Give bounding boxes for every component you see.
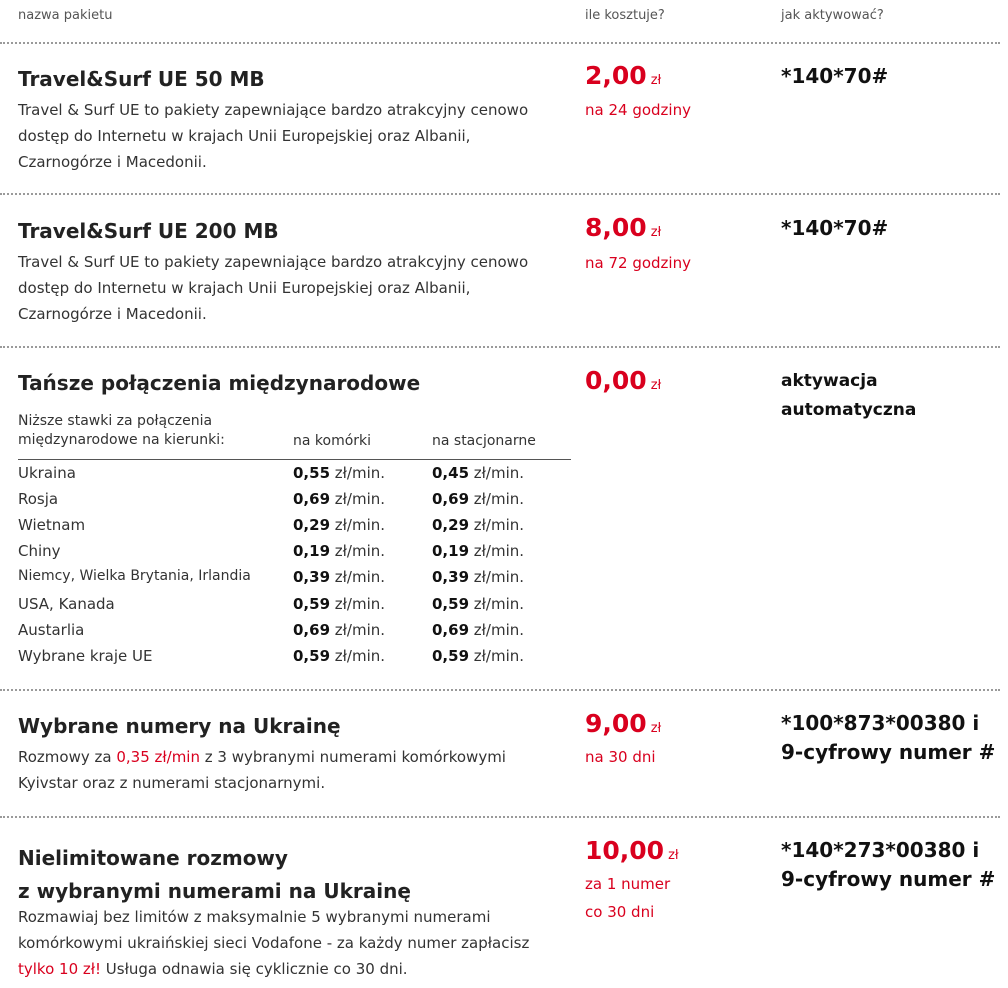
table-row	[18, 568, 578, 594]
activation-info	[781, 367, 916, 425]
rate-country: Niemcy, Wielka Brytania, Irlandia	[18, 568, 251, 584]
activation-code	[781, 836, 995, 894]
rates-column-landline: na stacjonarne	[432, 433, 536, 449]
rate-unit: zł/min.	[473, 568, 525, 586]
column-header-price: ile kosztuje?	[585, 8, 665, 23]
rate-country: Ukraina	[18, 464, 76, 482]
rate-mobile	[293, 542, 385, 560]
activation-line: automatyczna	[781, 400, 917, 420]
rate-unit: zł/min.	[334, 464, 386, 482]
rate-unit: zł/min.	[334, 516, 386, 534]
rate-value: 0,69	[432, 621, 470, 639]
package-price	[585, 61, 661, 90]
rate-mobile	[293, 621, 385, 639]
rate-unit: zł/min.	[334, 647, 386, 665]
rate-mobile	[293, 464, 385, 482]
price-period: na 24 godziny	[585, 101, 691, 119]
package-title: Wybrane numery na Ukrainę	[18, 714, 341, 738]
rate-mobile	[293, 490, 385, 508]
rate-value: 0,19	[293, 542, 331, 560]
activation-code-line: *100*873*00380 i	[781, 711, 980, 735]
package-title: Travel&Surf UE 50 MB	[18, 67, 265, 91]
activation-code-line: 9-cyfrowy numer #	[781, 867, 996, 891]
price-value: 10,00	[585, 836, 665, 865]
description-text: Rozmawiaj bez limitów z maksymalnie 5 wybranymi numerami komórkowymi ukraińskiej sieci Vodafone - za każdy numer zapłacisz	[18, 908, 530, 952]
rate-unit: zł/min.	[334, 621, 386, 639]
activation-line: aktywacja	[781, 371, 878, 391]
rate-unit: zł/min.	[473, 464, 525, 482]
rate-landline	[432, 490, 524, 508]
rate-unit: zł/min.	[473, 542, 525, 560]
row-divider	[0, 689, 1000, 691]
price-period-line: co 30 dni	[585, 903, 655, 921]
rate-mobile	[293, 568, 385, 586]
package-price	[585, 213, 661, 242]
price-value: 9,00	[585, 709, 647, 738]
package-title-line: z wybranymi numerami na Ukrainę	[18, 879, 411, 903]
package-price	[585, 366, 661, 395]
rate-value: 0,69	[432, 490, 470, 508]
rate-country: Chiny	[18, 542, 61, 560]
package-description	[18, 744, 558, 796]
table-row	[18, 621, 578, 647]
package-title-line: Nielimitowane rozmowy	[18, 846, 288, 870]
package-description: Travel & Surf UE to pakiety zapewniające bardzo atrakcyjny cenowo dostęp do Internetu w krajach Unii Europejskiej oraz Albanii, Czarnogórze i Macedonii.	[18, 101, 529, 171]
price-value: 2,00	[585, 61, 647, 90]
price-currency: zł	[668, 848, 679, 863]
rate-value: 0,59	[293, 647, 331, 665]
activation-code: *140*70#	[781, 216, 889, 240]
rate-landline	[432, 542, 524, 560]
rate-landline	[432, 464, 524, 482]
rate-country: Rosja	[18, 490, 59, 508]
price-period	[585, 870, 670, 926]
row-divider	[0, 42, 1000, 44]
rate-value: 0,39	[432, 568, 470, 586]
rate-landline	[432, 621, 524, 639]
row-divider	[0, 816, 1000, 818]
price-period: na 72 godziny	[585, 254, 691, 272]
rate-country: Austarlia	[18, 621, 85, 639]
rate-value: 0,69	[293, 621, 331, 639]
rate-value: 0,59	[432, 647, 470, 665]
package-title: Travel&Surf UE 200 MB	[18, 219, 279, 243]
rates-column-mobile: na komórki	[293, 433, 372, 449]
rate-landline	[432, 647, 524, 665]
table-row	[18, 647, 578, 673]
package-price	[585, 836, 679, 865]
price-value: 8,00	[585, 213, 647, 242]
table-row	[18, 542, 578, 568]
price-period-line: za 1 numer	[585, 875, 671, 893]
rates-table-header: Niższe stawki za połączenia międzynarodowe na kierunki:	[18, 413, 225, 448]
table-row	[18, 516, 578, 542]
package-description: Travel & Surf UE to pakiety zapewniające bardzo atrakcyjny cenowo dostęp do Internetu w krajach Unii Europejskiej oraz Albanii, Czarnogórze i Macedonii.	[18, 253, 529, 323]
price-value: 0,00	[585, 366, 647, 395]
description-text: z 3 wybranymi numerami komórkowymi Kyivstar oraz z numerami stacjonarnymi.	[18, 748, 506, 792]
rate-landline	[432, 595, 524, 613]
rates-table-rule	[18, 459, 571, 460]
rate-value: 0,19	[432, 542, 470, 560]
package-title: Tańsze połączenia międzynarodowe	[18, 371, 421, 395]
price-currency: zł	[650, 378, 662, 393]
rate-landline	[432, 568, 524, 586]
package-description	[18, 904, 558, 982]
price-currency: zł	[650, 73, 662, 88]
column-header-name: nazwa pakietu	[18, 8, 113, 23]
rate-value: 0,29	[432, 516, 470, 534]
rate-unit: zł/min.	[334, 568, 386, 586]
activation-code-line: *140*273*00380 i	[781, 838, 980, 862]
rate-unit: zł/min.	[473, 490, 525, 508]
rate-value: 0,29	[293, 516, 331, 534]
rate-value: 0,59	[432, 595, 470, 613]
table-row	[18, 464, 578, 490]
activation-code: *140*70#	[781, 64, 889, 88]
rate-value: 0,59	[293, 595, 331, 613]
package-price	[585, 709, 661, 738]
rate-country: Wietnam	[18, 516, 86, 534]
rate-unit: zł/min.	[334, 490, 386, 508]
row-divider	[0, 193, 1000, 195]
rate-value: 0,55	[293, 464, 331, 482]
rate-unit: zł/min.	[473, 621, 525, 639]
table-row	[18, 595, 578, 621]
description-highlight: tylko 10 zł!	[18, 960, 102, 978]
description-highlight: 0,35 zł/min	[116, 748, 200, 766]
rate-mobile	[293, 516, 385, 534]
row-divider	[0, 346, 1000, 348]
table-row	[18, 490, 578, 516]
rate-value: 0,45	[432, 464, 470, 482]
price-currency: zł	[650, 721, 662, 736]
rate-mobile	[293, 595, 385, 613]
description-text: Rozmowy za	[18, 748, 117, 766]
price-currency: zł	[650, 225, 662, 240]
rate-value: 0,39	[293, 568, 331, 586]
rate-unit: zł/min.	[473, 647, 525, 665]
rate-mobile	[293, 647, 385, 665]
package-title	[18, 842, 411, 908]
column-header-activation: jak aktywować?	[781, 8, 884, 23]
activation-code-line: 9-cyfrowy numer #	[781, 740, 996, 764]
rate-unit: zł/min.	[473, 516, 525, 534]
description-text: Usługa odnawia się cyklicznie co 30 dni.	[101, 960, 408, 978]
rate-unit: zł/min.	[334, 595, 386, 613]
rate-landline	[432, 516, 524, 534]
price-period: na 30 dni	[585, 748, 656, 766]
rate-unit: zł/min.	[473, 595, 525, 613]
rate-country: Wybrane kraje UE	[18, 647, 153, 665]
activation-code	[781, 709, 995, 767]
rate-value: 0,69	[293, 490, 331, 508]
rate-country: USA, Kanada	[18, 595, 115, 613]
rate-unit: zł/min.	[334, 542, 386, 560]
